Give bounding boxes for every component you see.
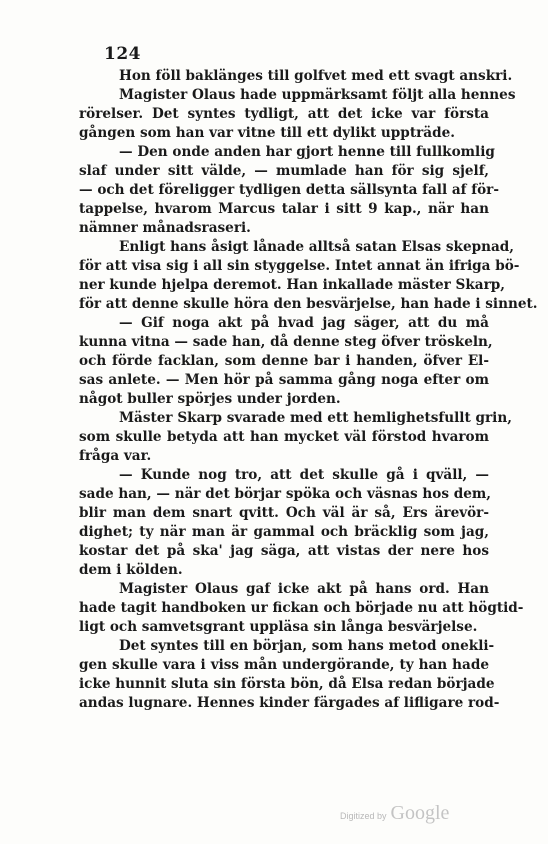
page-number: 124 xyxy=(104,44,141,64)
text-line: något buller spörjes under jorden. xyxy=(79,391,341,407)
watermark-prefix: Digitized by xyxy=(340,811,387,821)
text-line: och förde facklan, som denne bar i handen, öfver El- xyxy=(79,353,489,369)
text-line: sade han, — när det börjar spöka och väsnas hos dem, xyxy=(79,486,492,502)
text-line: kostar det på ska' jag säga, att vistas der nere hos xyxy=(79,543,489,559)
text-line: som skulle betyda att han mycket väl förstod hvarom xyxy=(79,429,489,445)
text-line: för att denne skulle höra den besvärjelse, han hade i sinnet. xyxy=(79,296,538,312)
digitized-watermark xyxy=(340,802,449,825)
text-line: icke hunnit sluta sin första bön, då Elsa redan började xyxy=(79,676,495,692)
text-line: fråga var. xyxy=(79,448,152,464)
text-line: för att visa sig i all sin styggelse. Intet annat än ifriga bö- xyxy=(79,258,520,274)
text-line: Magister Olaus gaf icke akt på hans ord. Han xyxy=(119,581,489,597)
text-line: ner kunde hjelpa deremot. Han inkallade mäster Skarp, xyxy=(79,277,505,293)
text-line: — Den onde anden har gjort henne till fullkomlig xyxy=(119,144,495,160)
text-line: dighet; ty när man är gammal och bräcklig som jag, xyxy=(79,524,489,540)
watermark-brand: Google xyxy=(390,802,450,824)
text-line: — Kunde nog tro, att det skulle gå i qväll, — xyxy=(119,467,489,483)
text-line: nämner månadsraseri. xyxy=(79,220,251,236)
body-text xyxy=(79,67,538,713)
text-line: Magister Olaus hade uppmärksamt följt alla hennes xyxy=(119,87,516,103)
text-line: Hon föll baklänges till golfvet med ett svagt anskri. xyxy=(119,68,513,84)
text-line: — och det föreligger tydligen detta sällsynta fall af för- xyxy=(79,182,499,198)
text-line: kunna vitna — sade han, då denne steg öfver tröskeln, xyxy=(79,334,493,350)
text-line: dem i kölden. xyxy=(79,562,183,578)
text-line: tappelse, hvarom Marcus talar i sitt 9 kap., när han xyxy=(79,201,489,217)
text-line: hade tagit handboken ur fickan och började nu att högtid- xyxy=(79,600,524,616)
text-line: Enligt hans åsigt lånade alltså satan Elsas skepnad, xyxy=(119,239,515,255)
text-line: ligt och samvetsgrant uppläsa sin långa besvärjelse. xyxy=(79,619,478,635)
text-line: andas lugnare. Hennes kinder färgades af lifligare rod- xyxy=(79,695,500,711)
text-line: gen skulle vara i viss mån undergörande, ty han hade xyxy=(79,657,489,673)
text-line: gången som han var vitne till ett dylikt uppträde. xyxy=(79,125,455,141)
text-line: Det syntes till en början, som hans metod onekli- xyxy=(119,638,495,654)
text-line: blir man dem snart qvitt. Och väl är så, Ers ärevör- xyxy=(79,505,489,521)
text-line: rörelser. Det syntes tydligt, att det icke var första xyxy=(79,106,489,122)
text-line: Mäster Skarp svarade med ett hemlighetsfullt grin, xyxy=(119,410,512,426)
text-line: slaf under sitt välde, — mumlade han för sig sjelf, xyxy=(79,163,489,179)
text-line: — Gif noga akt på hvad jag säger, att du må xyxy=(119,315,489,331)
text-line: sas anlete. — Men hör på samma gång noga efter om xyxy=(79,372,489,388)
